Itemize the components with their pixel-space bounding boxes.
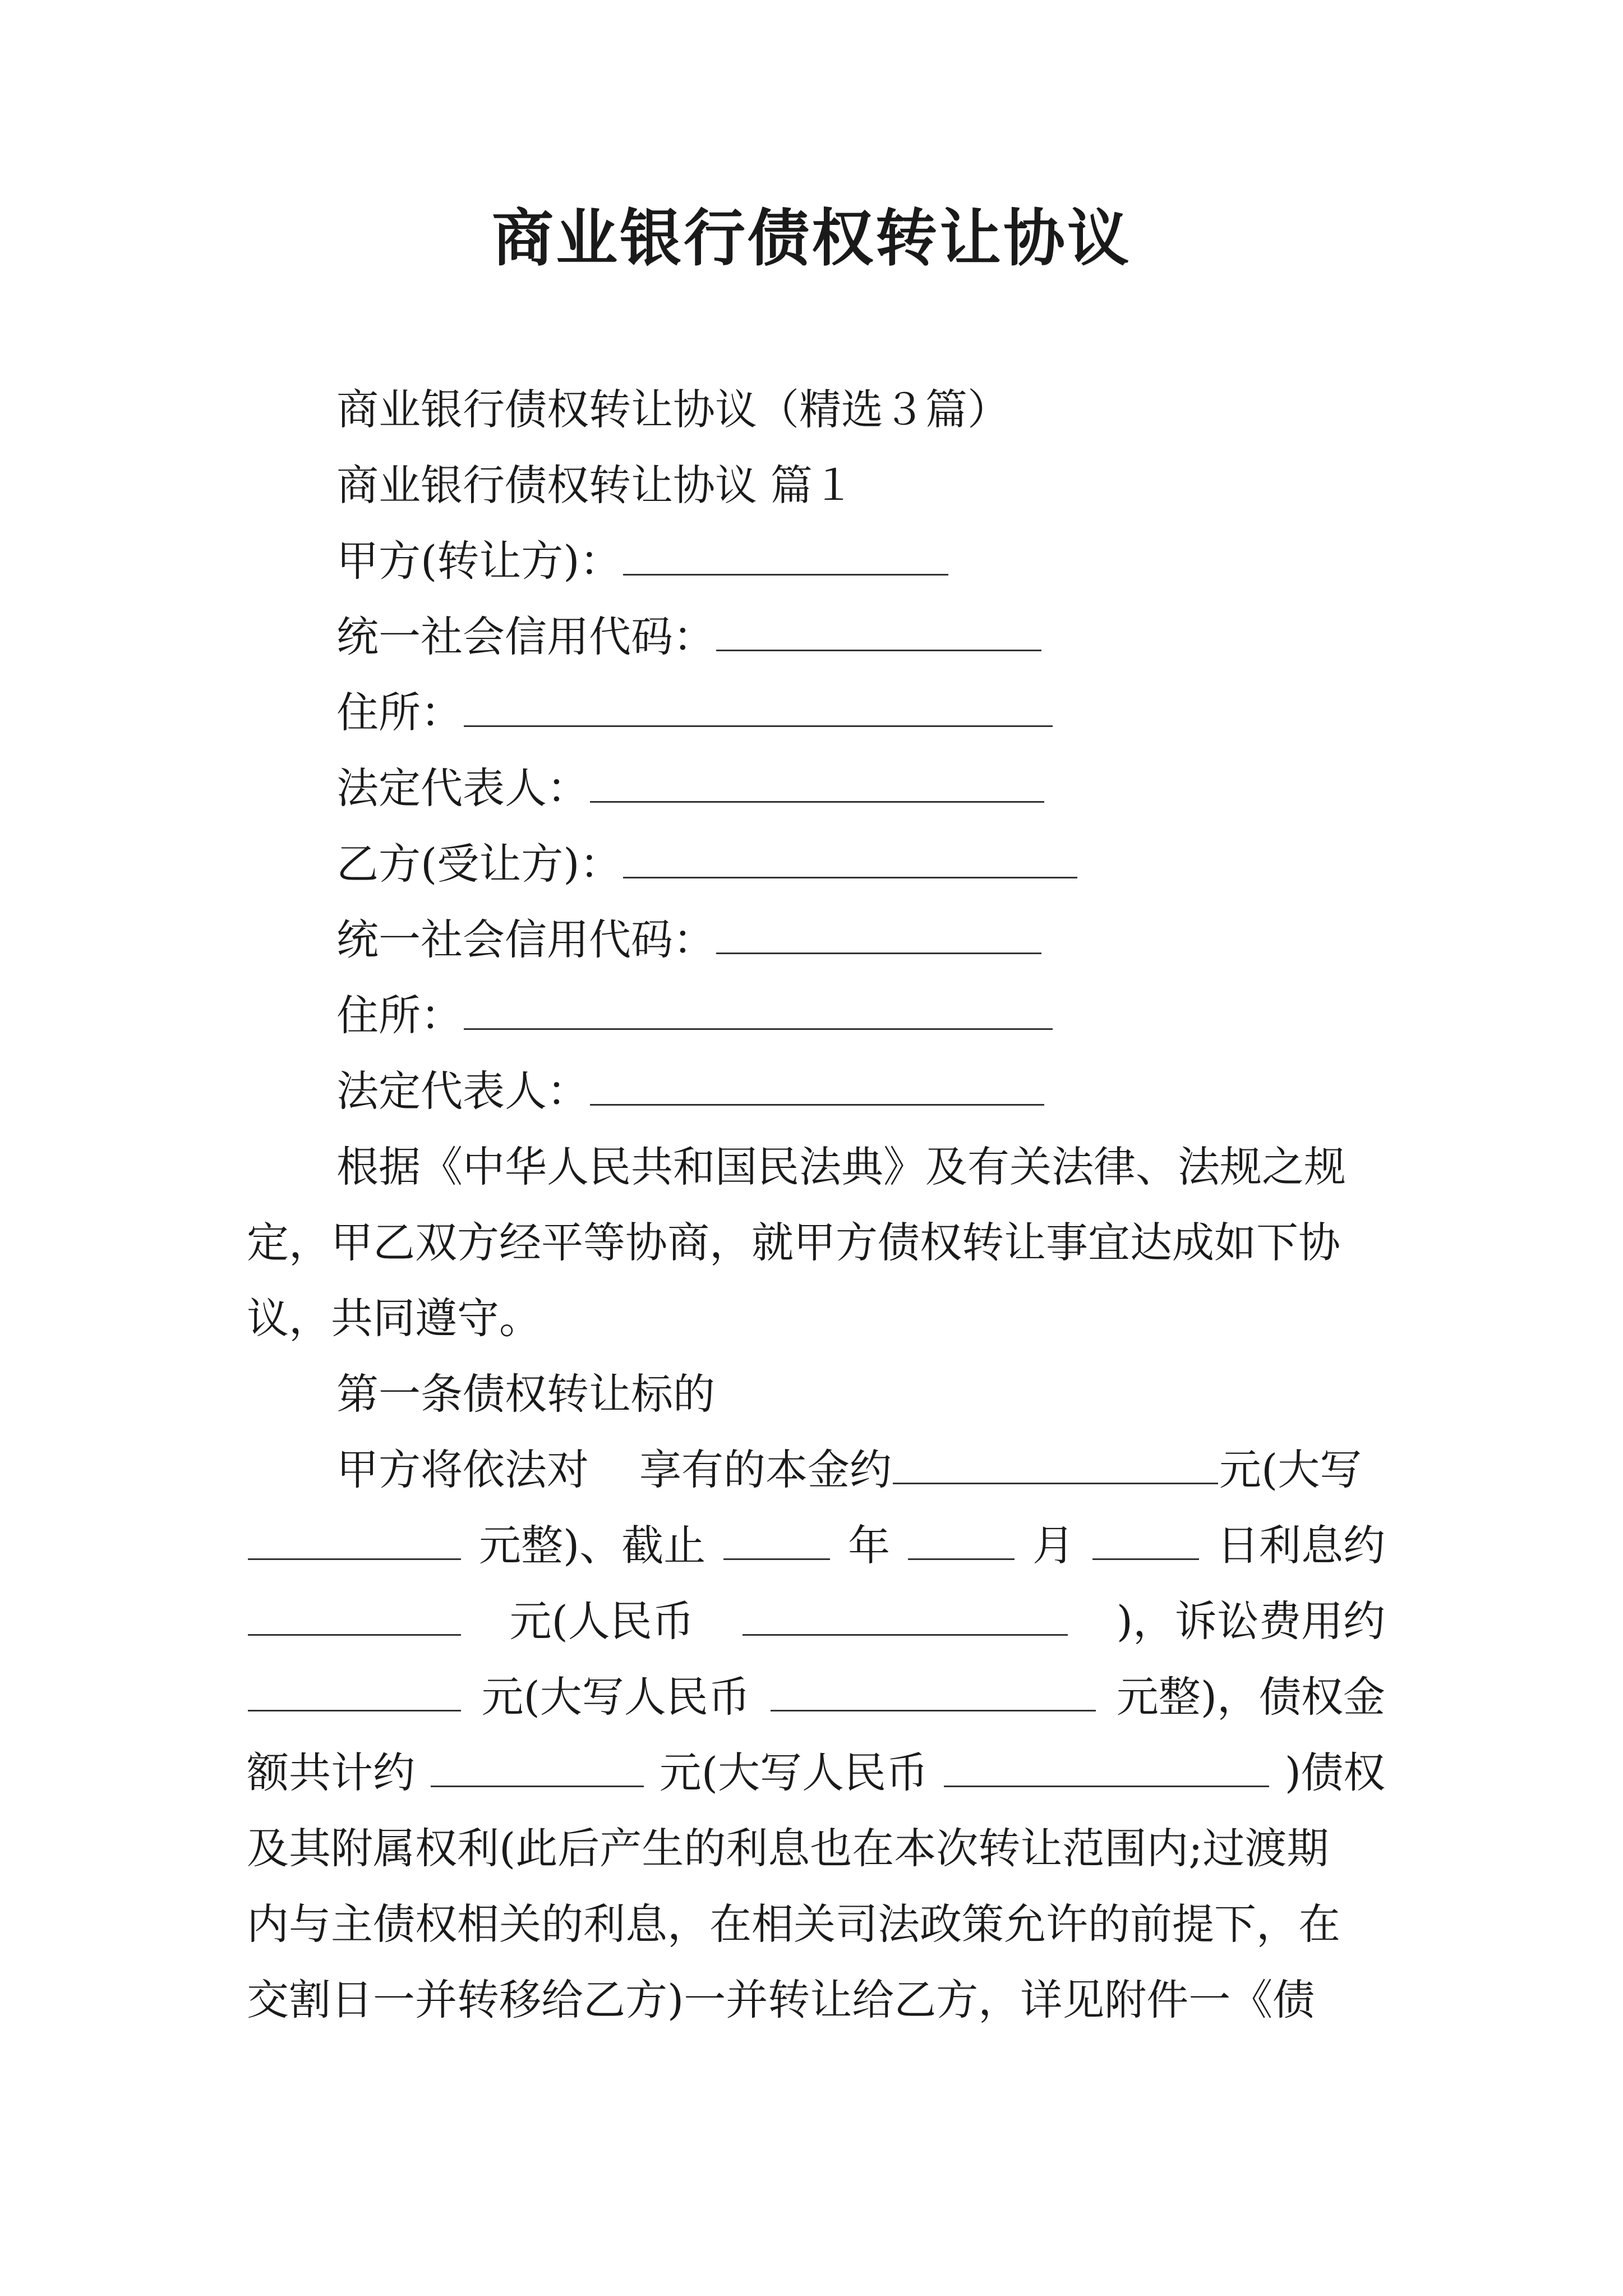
party-a-credit-code-blank[interactable] [716, 610, 1041, 651]
article-1-text: 月 [1032, 1521, 1075, 1570]
party-b-legal-rep-blank[interactable] [590, 1065, 1044, 1106]
party-b-credit-code-blank[interactable] [716, 913, 1041, 954]
article-1-line-7: 内与主债权相关的利息，在相关司法政策允许的前提下，在 [247, 1899, 1341, 1949]
article-1-text: 元(大写人民币 [481, 1672, 750, 1722]
party-a-address-blank[interactable] [464, 686, 1053, 727]
preamble-line-3: 议，共同遵守。 [247, 1294, 542, 1343]
article-1-text: )，诉讼费用约 [1116, 1596, 1385, 1646]
interest-rmb-blank[interactable] [743, 1595, 1068, 1636]
interest-amount-blank[interactable] [248, 1595, 461, 1636]
article-1-text: 元(大写 [1219, 1445, 1362, 1494]
total-amount-blank[interactable] [431, 1746, 644, 1787]
party-a-address-label: 住所： [336, 688, 463, 737]
article-1-line-5 [247, 1745, 1385, 1801]
article-1-text: 额共计约 [247, 1748, 416, 1797]
party-a-legal-rep-blank[interactable] [590, 762, 1044, 803]
article-1-text: 甲方将依法对 [336, 1445, 589, 1494]
litigation-fee-capital-blank[interactable] [771, 1671, 1096, 1711]
total-capital-blank[interactable] [944, 1746, 1269, 1787]
document-title: 商业银行债权转让协议 [492, 202, 1131, 274]
article-1-line-1 [336, 1442, 1362, 1498]
party-a-blank[interactable] [623, 535, 948, 576]
principal-amount-blank[interactable] [893, 1443, 1218, 1484]
article-1-line-4 [247, 1669, 1385, 1725]
year-blank[interactable] [723, 1519, 830, 1560]
article-1-text: 元(大写人民币 [659, 1748, 928, 1797]
party-b-address-row [336, 987, 1054, 1043]
article-1-heading: 第一条债权转让标的 [336, 1369, 716, 1419]
article-1-line-2 [247, 1517, 1385, 1573]
party-a-credit-code-row [336, 609, 1043, 665]
party-b-legal-rep-label: 法定代表人： [336, 1066, 589, 1116]
article-1-text: 元整)，债权金 [1116, 1672, 1385, 1722]
article-1-text: 元(人民币 [509, 1596, 694, 1646]
principal-capital-blank[interactable] [248, 1519, 461, 1560]
party-a-address-row [336, 684, 1054, 740]
article-1-text: 年 [848, 1521, 891, 1570]
party-a-legal-rep-row [336, 760, 1045, 816]
article-1-text: 日利息约 [1216, 1521, 1385, 1570]
party-b-blank[interactable] [623, 838, 1077, 878]
party-a-credit-code-label: 统一社会信用代码： [336, 612, 716, 661]
litigation-fee-blank[interactable] [248, 1671, 461, 1711]
party-a-row [336, 533, 949, 589]
party-b-legal-rep-row [336, 1063, 1045, 1119]
preamble-line-2: 定，甲乙双方经平等协商，就甲方债权转让事宜达成如下协 [247, 1218, 1341, 1267]
article-1-line-8: 交割日一并转移给乙方)一并转让给乙方，详见附件一《债 [247, 1975, 1315, 2024]
party-b-credit-code-row [336, 912, 1043, 968]
month-blank[interactable] [908, 1519, 1015, 1560]
party-b-credit-code-label: 统一社会信用代码： [336, 915, 716, 964]
subtitle: 商业银行债权转让协议（精选３篇） [336, 385, 1010, 434]
article-1-text: 享有的本金约 [639, 1445, 892, 1494]
article-1-text: )债权 [1284, 1748, 1385, 1797]
party-a-label: 甲方(转让方)： [336, 536, 622, 586]
article-1-line-3 [247, 1593, 1385, 1649]
chapter-heading: 商业银行债权转让协议 篇１ [336, 461, 855, 510]
party-b-label: 乙方(受让方)： [336, 839, 622, 889]
party-a-legal-rep-label: 法定代表人： [336, 763, 589, 813]
party-b-address-label: 住所： [336, 991, 463, 1040]
article-1-text: 元整)、截止 [478, 1521, 706, 1570]
day-blank[interactable] [1092, 1519, 1199, 1560]
party-b-row [336, 836, 1078, 892]
article-1-line-6: 及其附属权利(此后产生的利息也在本次转让范围内;过渡期 [247, 1824, 1329, 1873]
preamble-line-1: 根据《中华人民共和国民法典》及有关法律、法规之规 [336, 1142, 1347, 1191]
party-b-address-blank[interactable] [464, 989, 1053, 1030]
